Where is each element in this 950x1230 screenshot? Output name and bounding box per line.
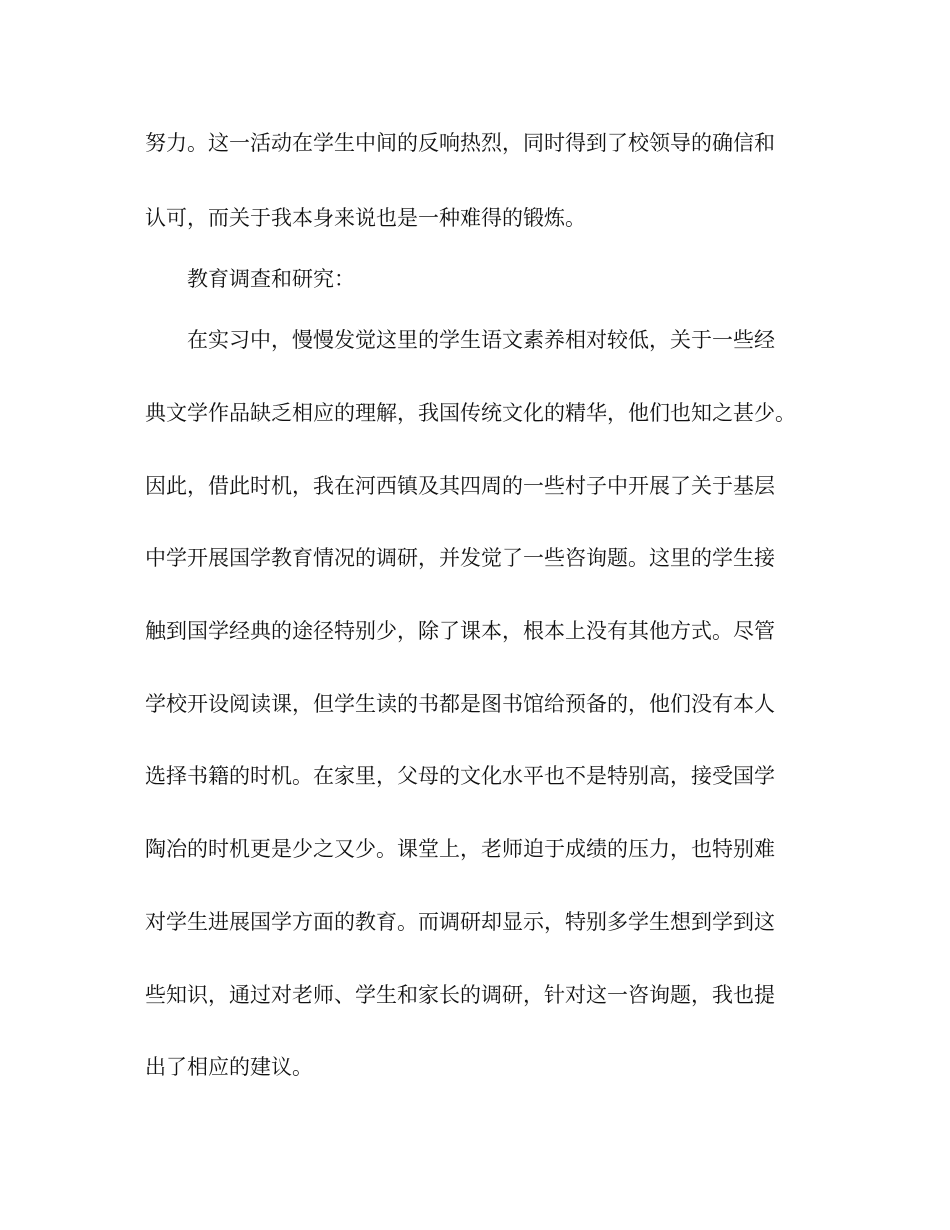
section-heading: 教育调查和研究： — [187, 267, 355, 291]
paragraph-line: 中学开展国学教育情况的调研，并发觉了一些咨询题。这里的学生接 — [145, 546, 775, 570]
paragraph-line: 陶冶的时机更是少之又少。课堂上，老师迫于成绩的压力，也特别难 — [145, 837, 775, 861]
paragraph-line: 选择书籍的时机。在家里，父母的文化水平也不是特别高，接受国学 — [145, 764, 775, 788]
paragraph-line: 些知识，通过对老师、学生和家长的调研，针对这一咨询题，我也提 — [145, 983, 775, 1007]
paragraph-line: 触到国学经典的途径特别少，除了课本，根本上没有其他方式。尽管 — [145, 619, 775, 643]
paragraph-line: 努力。这一活动在学生中间的反响热烈，同时得到了校领导的确信和 — [145, 131, 775, 155]
paragraph-line: 在实习中，慢慢发觉这里的学生语文素养相对较低，关于一些经 — [187, 328, 775, 352]
paragraph-line: 对学生进展国学方面的教育。而调研却显示，特别多学生想到学到这 — [145, 910, 775, 934]
paragraph-line: 学校开设阅读课，但学生读的书都是图书馆给预备的，他们没有本人 — [145, 692, 775, 716]
paragraph-line: 因此，借此时机，我在河西镇及其四周的一些村子中开展了关于基层 — [145, 474, 775, 498]
paragraph-line: 典文学作品缺乏相应的理解，我国传统文化的精华，他们也知之甚少。 — [145, 401, 796, 425]
paragraph-line: 认可，而关于我本身来说也是一种难得的锻炼。 — [145, 206, 586, 230]
paragraph-line: 出了相应的建议。 — [145, 1055, 313, 1079]
